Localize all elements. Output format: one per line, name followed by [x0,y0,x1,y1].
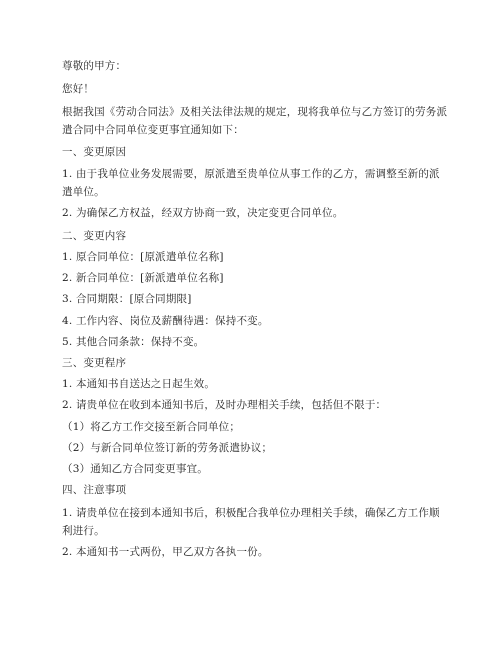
section-3-subitem-1: （1）将乙方工作交接至新合同单位； [62,421,241,433]
section-3-subitem-3: （3）通知乙方合同变更事宜。 [62,463,208,475]
section-3-heading: 三、变更程序 [62,357,127,369]
section-1-item-2: 2. 为确保乙方权益，经双方协商一致，决定变更合同单位。 [62,207,344,219]
section-2-item-4: 4. 工作内容、岗位及薪酬待遇：保持不变。 [62,315,269,327]
section-2-heading: 二、变更内容 [62,230,127,242]
section-3-item-2: 2. 请贵单位在收到本通知书后，及时办理相关手续，包括但不限于： [62,399,387,411]
section-2-item-3: 3. 合同期限：[原合同期限] [62,293,192,305]
section-3-item-1: 1. 本通知书自送达之日起生效。 [62,378,216,390]
section-4-item-2: 2. 本通知书一式两份，甲乙双方各执一份。 [62,546,269,558]
intro-paragraph: 根据我国《劳动合同法》及相关法律法规的规定，现将我单位与乙方签订的劳务派遣合同中合同单位变更事宜通知如下： [62,106,448,136]
section-3-subitem-2: （2）与新合同单位签订新的劳务派遣协议； [62,442,273,454]
greeting: 您好！ [62,83,95,95]
section-2-item-2: 2. 新合同单位：[新派遣单位名称] [62,272,224,284]
section-4-item-1: 1. 请贵单位在接到本通知书后，积极配合我单位办理相关手续，确保乙方工作顺利进行。 [62,507,440,537]
section-2-item-5: 5. 其他合同条款：保持不变。 [62,336,205,348]
section-1-heading: 一、变更原因 [62,146,127,158]
section-2-item-1: 1. 原合同单位：[原派遣单位名称] [62,251,224,263]
salutation: 尊敬的甲方： [62,60,127,72]
section-4-heading: 四、注意事项 [62,484,127,496]
section-1-item-1: 1. 由于我单位业务发展需要，原派遣至贵单位从事工作的乙方，需调整至新的派遣单位。 [62,168,440,198]
